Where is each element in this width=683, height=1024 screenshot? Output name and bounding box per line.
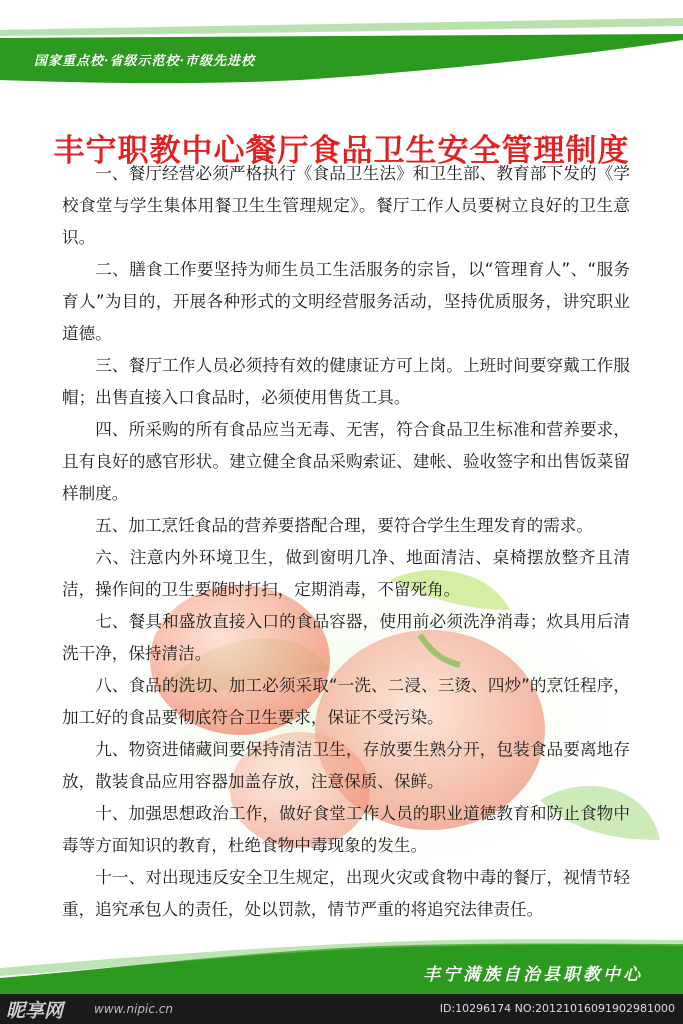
rule-item: 二、膳食工作要坚持为师生员工生活服务的宗旨，以“管理育人”、“服务育人”为目的，开展各种形式的文明经营服务活动，坚持优质服务，讲究职业道德。 <box>62 260 630 343</box>
rule-item: 六、注意内外环境卫生，做到窗明几净、地面清洁、桌椅摆放整齐且清洁，操作间的卫生要随时打扫，定期消毒，不留死角。 <box>62 548 630 599</box>
watermark-id: ID:10296174 NO:20121016091902981000 <box>439 1002 675 1015</box>
rules-list <box>62 158 630 926</box>
watermark-url: www.nipic.cn <box>94 1002 173 1016</box>
rule-item: 三、餐厅工作人员必须持有效的健康证方可上岗。上班时间要穿戴工作服帽；出售直接入口食品时，必须使用售货工具。 <box>62 356 630 407</box>
watermark-logo: 昵享网 <box>6 1000 64 1022</box>
rule-item: 四、所采购的所有食品应当无毒、无害，符合食品卫生标准和营养要求，且有良好的感官形状。建立健全食品采购索证、建帐、验收签字和出售饭菜留样制度。 <box>62 420 630 503</box>
top-banner-shape <box>0 0 683 90</box>
rule-item: 十一、对出现违反安全卫生规定，出现火灾或食物中毒的餐厅，视情节轻重，追究承包人的责任，处以罚款，情节严重的将追究法律责任。 <box>62 868 630 919</box>
rule-item: 九、物资进储藏间要保持清洁卫生，存放要生熟分开，包装食品要离地存放，散装食品应用容器加盖存放，注意保质、保鲜。 <box>62 740 630 791</box>
rule-item: 八、食品的洗切、加工必须采取“一洗、二浸、三烫、四炒”的烹饪程序，加工好的食品要彻底符合卫生要求，保证不受污染。 <box>62 676 630 727</box>
rule-item: 五、加工烹饪食品的营养要搭配合理，要符合学生生理发育的需求。 <box>95 516 593 535</box>
rule-item: 十、加强思想政治工作，做好食堂工作人员的职业道德教育和防止食物中毒等方面知识的教育，杜绝食物中毒现象的发生。 <box>62 804 630 855</box>
top-banner <box>0 0 683 90</box>
rule-item: 七、餐具和盛放直接入口的食品容器，使用前必须洗净消毒；炊具用后清洗干净，保持清洁。 <box>62 612 630 663</box>
school-slogan: 国家重点校·省级示范校·市级先进校 <box>34 54 256 69</box>
organization-name: 丰宁满族自治县职教中心 <box>423 965 643 985</box>
rule-item: 一、餐厅经营必须严格执行《食品卫生法》和卫生部、教育部下发的《学校食堂与学生集体用餐卫生生管理规定》。餐厅工作人员要树立良好的卫生意识。 <box>62 164 630 247</box>
page-title: 丰宁职教中心餐厅食品卫生安全管理制度 <box>53 132 630 169</box>
